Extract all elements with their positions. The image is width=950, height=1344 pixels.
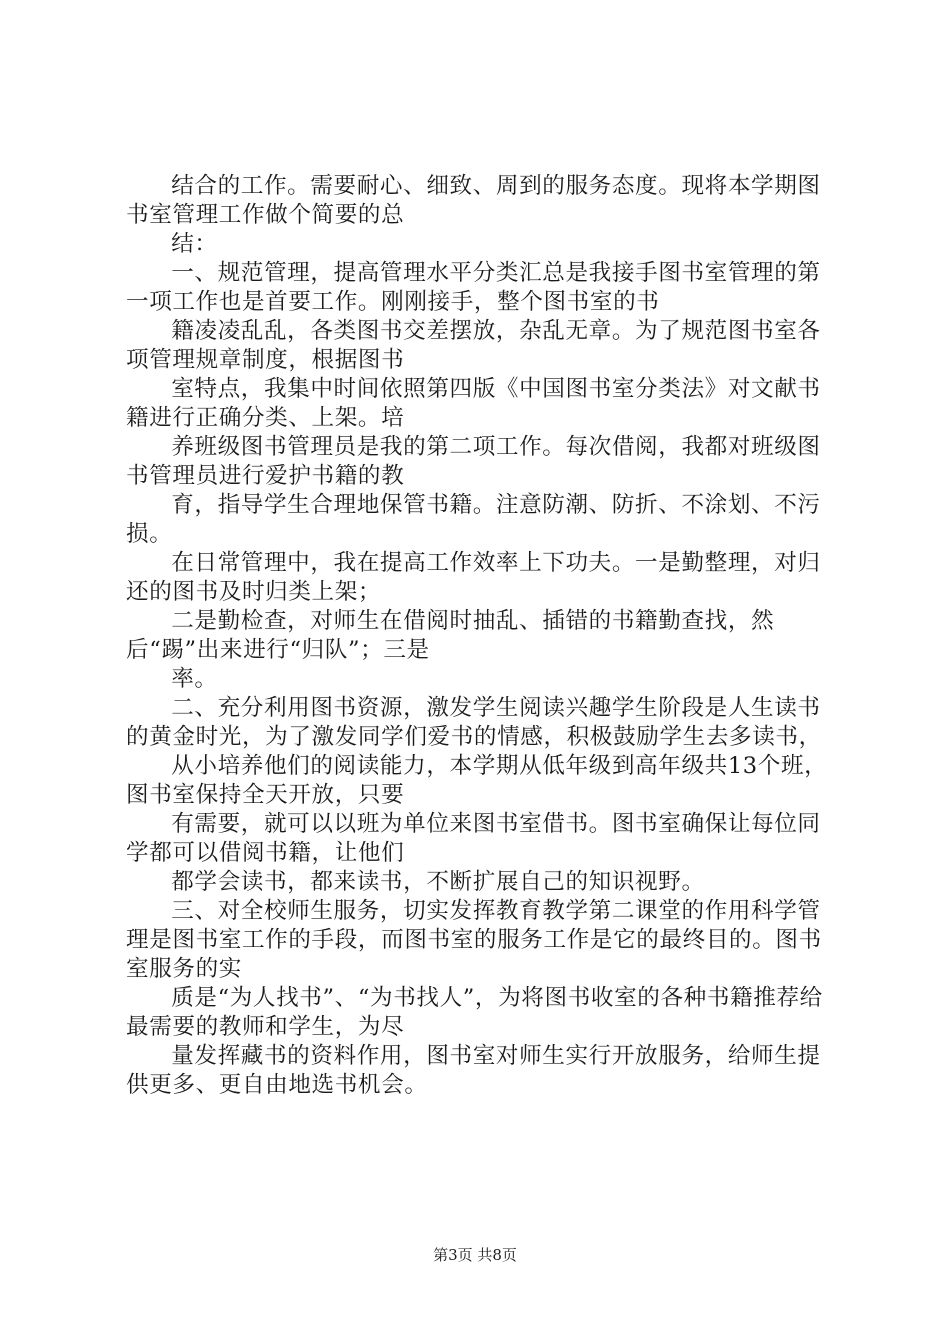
paragraph: 率。 (171, 666, 218, 692)
paragraph: 质是“为人找书”、“为书找人”，为将图书收室的各种书籍推荐给最需要的教师和学生，为尽 (126, 985, 823, 1040)
paragraph: 都学会读书，都来读书，不断扩展自己的知识视野。 (171, 869, 705, 895)
paragraph: 在日常管理中，我在提高工作效率上下功夫。一是勤整理，对归还的图书及时归类上架； (126, 550, 821, 605)
paragraph: 结合的工作。需要耐心、细致、周到的服务态度。现将本学期图书室管理工作做个简要的总 (126, 173, 821, 228)
paragraph: 育，指导学生合理地保管书籍。注意防潮、防折、不涂划、不污损。 (126, 492, 821, 547)
paragraph: 二、充分利用图书资源，激发学生阅读兴趣学生阶段是人生读书的黄金时光，为了激发同学们爱书的情感，积极鼓励学生去多读书， (126, 695, 822, 750)
paragraph: 从小培养他们的阅读能力，本学期从低年级到高年级共13个班，图书室保持全天开放，只要 (126, 753, 828, 808)
paragraph: 二是勤检查，对师生在借阅时抽乱、插错的书籍勤查找，然后“踢”出来进行“归队”；三是 (126, 608, 775, 663)
page-number-footer: 第3页 共8页 (433, 1246, 517, 1264)
paragraph: 量发挥藏书的资料作用，图书室对师生实行开放服务，给师生提供更多、更自由地选书机会。 (126, 1043, 821, 1098)
paragraph: 一、规范管理，提高管理水平分类汇总是我接手图书室管理的第一项工作也是首要工作。刚刚接手，整个图书室的书 (126, 260, 821, 315)
paragraph: 有需要，就可以以班为单位来图书室借书。图书室确保让每位同学都可以借阅书籍，让他们 (126, 811, 821, 866)
paragraph: 三、对全校师生服务，切实发挥教育教学第二课堂的作用科学管理是图书室工作的手段，而图书室的服务工作是它的最终目的。图书室服务的实 (126, 898, 822, 982)
paragraph: 室特点，我集中时间依照第四版《中国图书室分类法》对文献书籍进行正确分类、上架。培 (126, 376, 821, 431)
document-body (126, 172, 836, 1100)
paragraph: 结： (171, 231, 218, 257)
paragraph: 养班级图书管理员是我的第二项工作。每次借阅，我都对班级图书管理员进行爱护书籍的教 (126, 434, 821, 489)
paragraph: 籍凌凌乱乱，各类图书交差摆放，杂乱无章。为了规范图书室各项管理规章制度，根据图书 (126, 318, 821, 373)
